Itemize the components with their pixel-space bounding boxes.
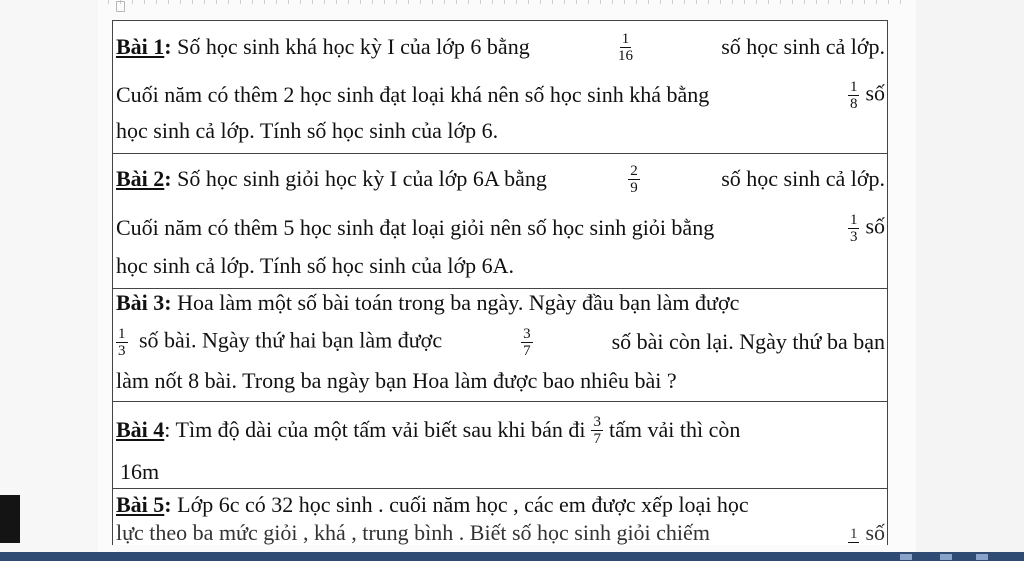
problem-1-text: số [865,80,885,106]
problem-1-text: Số học sinh khá học kỳ I của lớp 6 bằng [177,34,530,59]
fraction: $\frac{1}{8}$ [849,78,858,112]
problem-3-line-2 [116,317,885,367]
problem-3-cell [113,289,887,402]
problem-2-text: số học sinh cả lớp. [721,166,885,191]
problem-5-label: Bài 5: [116,492,172,517]
problem-3-label: Bài 3: [116,290,172,315]
problem-3-text: số bài còn lại. Ngày thứ ba bạn [611,329,885,354]
right-margin [916,0,1024,561]
problem-3-line-1 [116,289,885,317]
problem-1-text: học sinh cả lớp. Tính số học sinh của lớp 6. [116,118,499,143]
problem-2-line-3 [116,252,885,288]
problem-1-line-2 [116,73,885,117]
problem-5-text: lực theo ba mức giỏi , khá , trung bình . Biết số học sinh giỏi chiếm [116,521,710,545]
problem-2-text: Số học sinh giỏi học kỳ I của lớp 6A bằng [177,166,547,191]
problem-4-line-2 [116,458,885,488]
taskbar-app-icon[interactable] [940,554,952,560]
problem-3-text: số bài. Ngày thứ hai bạn làm được [139,327,443,353]
problem-4-text: 16m [120,459,160,484]
problem-2-text: Cuối năm có thêm 5 học sinh đạt loại giỏi nên số học sinh giỏi bằng [116,215,715,240]
problem-2-text: học sinh cả lớp. Tính số học sinh của lớp 6A. [116,253,515,278]
problem-4-text: Tìm độ dài của một tấm vải biết sau khi bán đi [175,417,586,442]
problem-5-cell [113,489,887,545]
problem-2-line-2 [116,204,885,252]
fraction: $\frac{3}{7}$ [523,325,531,359]
problem-4-label: Bài 4 [116,417,165,442]
problem-2-text: số [865,213,885,239]
left-margin [0,0,98,561]
problem-5-text: số [865,521,885,545]
taskbar-app-icon[interactable] [900,554,912,560]
exercise-table [112,20,888,545]
page-icon [116,1,125,12]
problem-1-text: Cuối năm có thêm 2 học sinh đạt loại khá nên số học sinh khá bằng [116,82,710,107]
problem-5-text: Lớp 6c có 32 học sinh . cuối năm học , các em được xếp loại học [177,492,749,517]
taskbar-app-icon[interactable] [976,554,988,560]
top-ruler [108,0,904,4]
problem-2-label: Bài 2: [116,166,172,191]
problem-1-text: số học sinh cả lớp. [721,34,885,59]
problem-3-text: Hoa làm một số bài toán trong ba ngày. Ngày đầu bạn làm được [177,290,740,315]
problem-3-text: làm nốt 8 bài. Trong ba ngày bạn Hoa làm được bao nhiêu bài ? [116,368,677,393]
fraction: $\frac{1}{16}$ [617,30,633,64]
problem-1-label: Bài 1: [116,34,172,59]
fraction: $\frac{3}{7}$ [593,413,601,447]
fraction: $\frac{1}{3}$ [118,325,126,359]
problem-1-cell [113,21,887,154]
side-panel-block [0,495,20,543]
problem-4-line-1: Bài 4: Tìm độ dài của một tấm vải biết sau khi bán đi $\frac{3}{7}$ tấm vải thì còn [116,413,741,447]
problem-1-line-1 [116,21,885,73]
problem-5-line-1 [116,489,885,521]
fraction: $\frac{1}{3}$ [849,211,858,245]
fraction: $\frac{2}{9}$ [630,162,638,196]
problem-2-line-1 [116,154,885,204]
taskbar [0,552,1024,561]
problem-2-cell [113,154,887,289]
problem-4-cell [113,402,887,489]
problem-5-line-2 [116,521,885,545]
fraction: 1 [849,526,858,543]
problem-4-text: tấm vải thì còn [608,417,741,442]
problem-3-line-3 [116,367,885,401]
problem-1-line-3 [116,117,885,153]
